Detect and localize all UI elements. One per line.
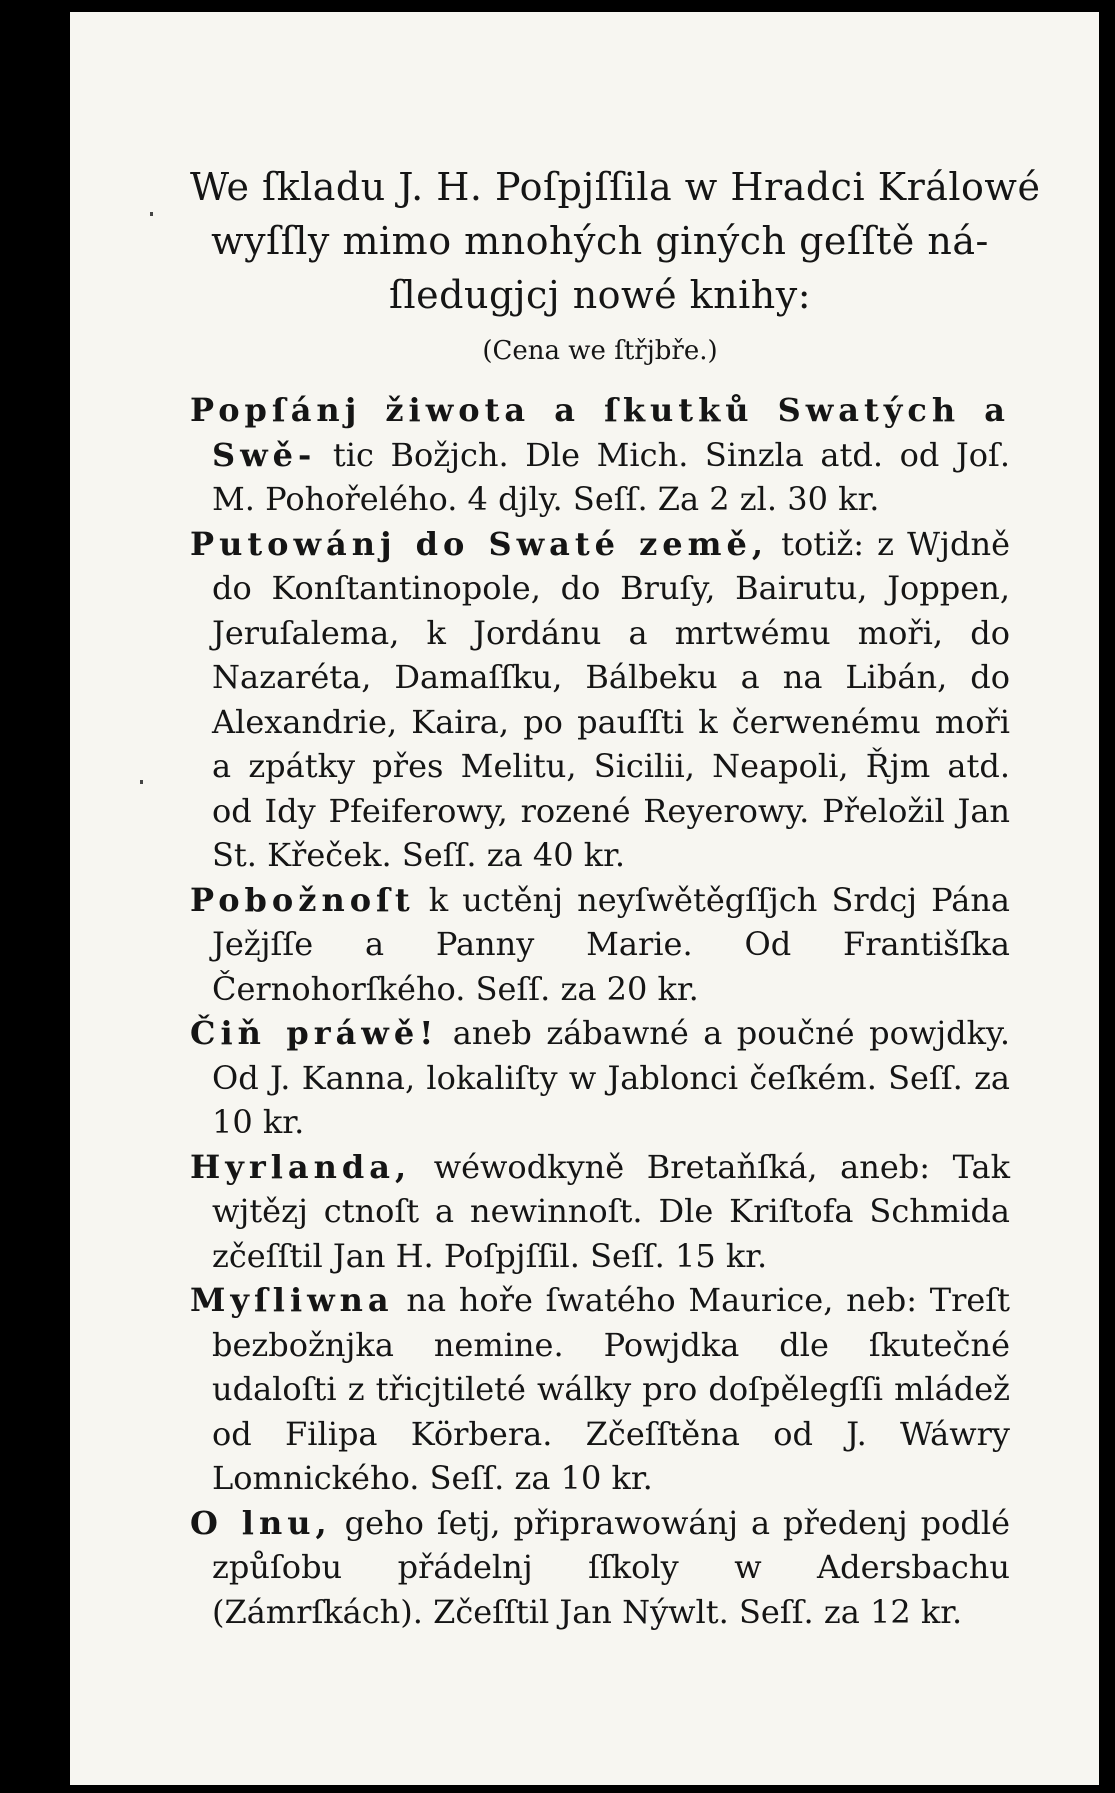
book-entry: [190, 878, 1010, 1012]
price-note: (Cena we ſtřjbře.): [482, 336, 718, 366]
book-description: geho ſetj, připrawowánj a předenj podlé způſobu přádelnj ſſkoly w Adersbachu (Zámrſkách). Zčeſſtil Jan Nýwlt. Seſſ. za 12 kr.: [212, 1503, 1011, 1631]
book-entry: [190, 388, 1010, 522]
header-line: ſledugjcj nowé knihy:: [388, 273, 812, 317]
scan-edge-top: [0, 0, 1115, 12]
ink-speck: [140, 780, 143, 784]
book-title: O lnu,: [190, 1503, 332, 1542]
book-title: Myſliwna: [190, 1281, 394, 1319]
publisher-header: [190, 160, 1041, 322]
book-description: na hoře ſwatého Maurice, neb: Treſt bezbožnjka nemine. Powjdka dle ſkutečné udaloſti z třicjtileté wálky pro doſpělegſſi mládež od Filipa Körbera. Zčeſſtěna od J. Wáwry Lomnického. Seſſ. za 10 kr.: [212, 1281, 1011, 1497]
header-line: We ſkladu J. H. Poſpjſſila w Hradci Králowé: [190, 165, 1041, 209]
scan-edge-bottom: [0, 1785, 1115, 1793]
book-entry: [190, 1501, 1010, 1635]
book-title: Popſánj žiwota a ſkutků Swatých a Swě-: [190, 391, 1010, 474]
book-entry: [190, 1145, 1010, 1279]
book-entry: [190, 1011, 1010, 1145]
ink-speck: [150, 212, 153, 216]
header-line: wyſſly mimo mnohých giných geſſtě ná-: [211, 219, 989, 263]
book-title: Putowánj do Swaté země,: [190, 524, 769, 563]
book-description: aneb zábawné a poučné powjdky. Od J. Kanna, lokaliſty w Jablonci čeſkém. Seſſ. za 10 kr.: [212, 1014, 1011, 1141]
advertisement-text: [190, 160, 1041, 1634]
book-title: Čiň práwě!: [190, 1014, 439, 1052]
book-entry: [190, 522, 1010, 878]
book-entry: [190, 1278, 1010, 1501]
scan-edge-left: [0, 0, 70, 1793]
book-title: Pobožnoſt: [190, 880, 415, 919]
book-description: totiž: z Wjdně do Konſtantinopole, do Bruſy, Bairutu, Joppen, Jeruſalema, k Jordánu a mrtwému moři, do Nazaréta, Damaſſku, Bálbeku a na Libán, do Alexandrie, Kaira, po pauſſti k čerwenému moři a zpátky přes Melitu, Sicilii, Neapoli, Řjm atd. od Idy Pfeiferowy, rozené Reyerowy. Přeložil Jan St. Křeček. Seſſ. za 40 kr.: [212, 524, 1011, 874]
book-description: wéwodkyně Bretaňſká, aneb: Tak wjtězj ctnoſt a newinnoſt. Dle Kriſtofa Schmida zčeſſtil Jan H. Poſpjſſil. Seſſ. 15 kr.: [212, 1147, 1011, 1275]
book-title: Hyrlanda,: [190, 1147, 412, 1186]
book-description: tic Božjch. Dle Mich. Sinzla atd. od Joſ. M. Pohořelého. 4 djly. Seſſ. Za 2 zl. 30 kr.: [212, 435, 1010, 518]
scan-edge-right: [1099, 0, 1115, 1793]
book-description: k uctěnj neyſwětěgſſjch Srdcj Pána Ježjſſe a Panny Marie. Od Františſka Černohorſkého. Seſſ. za 20 kr.: [212, 880, 1011, 1008]
